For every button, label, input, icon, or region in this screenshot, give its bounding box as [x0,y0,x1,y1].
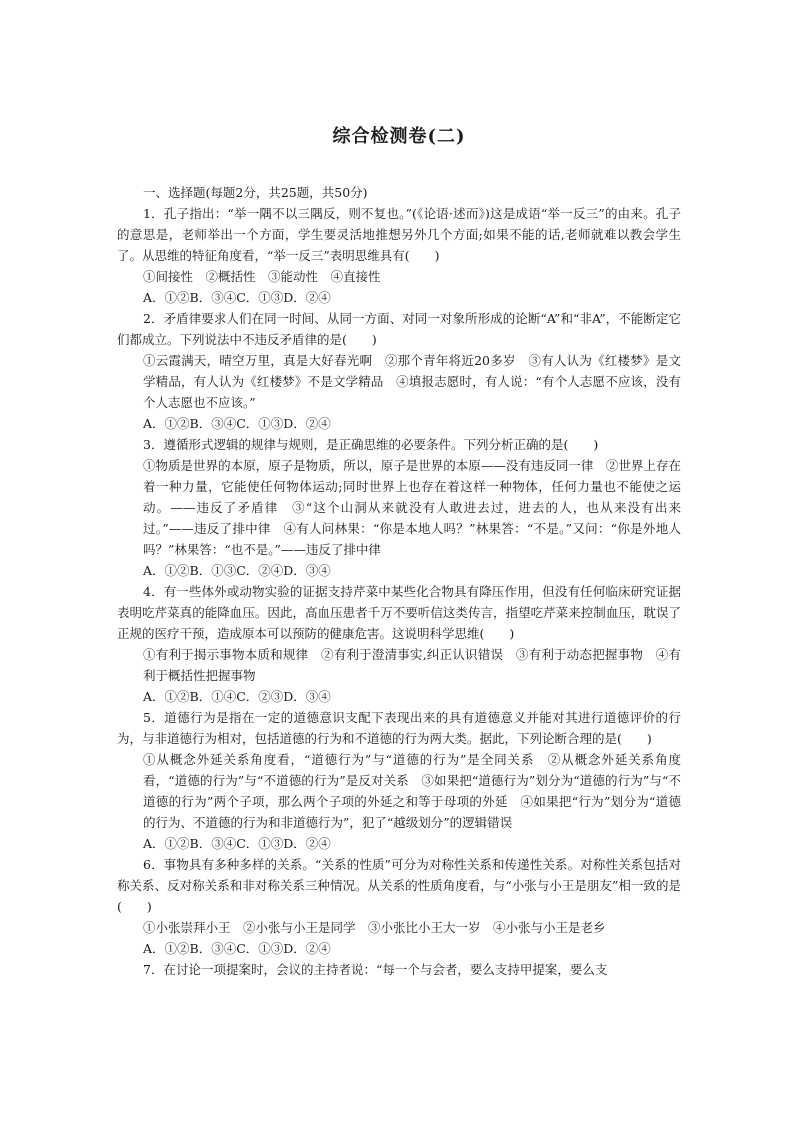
answer-choices: A．①②B．③④C．①③D．②④ [143,941,331,956]
question-options: ①从概念外延关系角度看，“道德行为”与“道德的行为”是全同关系 ②从概念外延关系角度看，“道德的行为”与“不道德的行为”是反对关系 ③如果把“道德行为”划分为“道德的行为”与“不道德的行为”两个子项，那么两个子项的外延之和等于母项的外延 ④如果把“行为”划分为“道德的行为、不道德的行为和非道德行为”，犯了“越级划分”的逻辑错误 [143,752,681,830]
question-stem: 6．事物具有多种多样的关系。“关系的性质”可分为对称性关系和传递性关系。对称性关系包括对称关系、反对称关系和非对称关系三种情况。从关系的性质角度看，与“小张与小王是朋友”相一致的是( ) [117,857,681,914]
question-stem: 7．在讨论一项提案时，会议的主持者说：“每一个与会者，要么支持甲提案，要么支 [143,962,608,977]
question-options: ①小张崇拜小王 ②小张与小王是同学 ③小张比小王大一岁 ④小张与小王是老乡 [143,920,606,935]
answer-choices: A．①②B．③④C．①③D．②④ [143,290,331,305]
exam-page [117,122,681,980]
question-stem: 3．遵循形式逻辑的规律与规则，是正确思维的必要条件。下列分析正确的是( ) [143,437,599,452]
page-title: 综合检测卷(二) [332,126,466,147]
answer-choices: A．①②B．①③C．②④D．③④ [143,563,331,578]
question-stem: 4．有一些体外或动物实验的证据支持芹菜中某些化合物具有降压作用，但没有任何临床研究证据表明吃芹菜真的能降血压。因此，高血压患者千万不要听信这类传言，指望吃芹菜来控制血压，耽误了正规的医疗干预，造成原本可以预防的健康危害。这说明科学思维( ) [117,584,681,641]
answer-choices: A．①②B．③④C．①③D．②④ [143,416,331,431]
question-options: ①有利于揭示事物本质和规律 ②有利于澄清事实,纠正认识错误 ③有利于动态把握事物 ④有利于概括性把握事物 [143,647,681,683]
answer-choices: A．①②B．①④C．②③D．③④ [143,689,331,704]
question-options: ①间接性 ②概括性 ③能动性 ④直接性 [143,269,381,284]
question-stem: 2．矛盾律要求人们在同一时间、从同一方面、对同一对象所形成的论断“A”和“非A”，不能断定它们都成立。下列说法中不违反矛盾律的是( ) [117,311,681,347]
question-stem: 5．道德行为是指在一定的道德意识支配下表现出来的具有道德意义并能对其进行道德评价的行为，与非道德行为相对，包括道德的行为和不道德的行为两大类。据此，下列论断合理的是( ) [117,710,681,746]
question-options: ①云霞满天，晴空万里，真是大好春光啊 ②那个青年将近20多岁 ③有人认为《红楼梦》是文学精品，有人认为《红楼梦》不是文学精品 ④填报志愿时，有人说：“有个人志愿不应该，没有个人志愿也不应该。” [143,353,681,410]
section-heading: 一、选择题(每题2分，共25题，共50分) [143,185,368,200]
question-options: ①物质是世界的本原，原子是物质，所以，原子是世界的本原——没有违反同一律 ②世界上存在着一种力量，它能使任何物体运动;同时世界上也存在着这样一种物体，任何力量也不能使之运动。——违反了矛盾律 ③“这个山洞从来就没有人敢进去过，进去的人，也从来没有出来过。”——违反了排中律 ④有人问林果：“你是本地人吗？”林果答：“不是。”又问：“你是外地人吗？”林果答：“也不是。”——违反了排中律 [143,458,681,557]
answer-choices: A．①②B．③④C．①③D．②④ [143,836,331,851]
question-stem: 1．孔子指出：“举一隅不以三隅反，则不复也。”(《论语·述而》)这是成语“举一反三”的由来。孔子的意思是，老师举出一个方面，学生要灵活地推想另外几个方面;如果不能的话,老师就难以教会学生了。从思维的特征角度看，“举一反三”表明思维具有( ) [117,206,681,263]
